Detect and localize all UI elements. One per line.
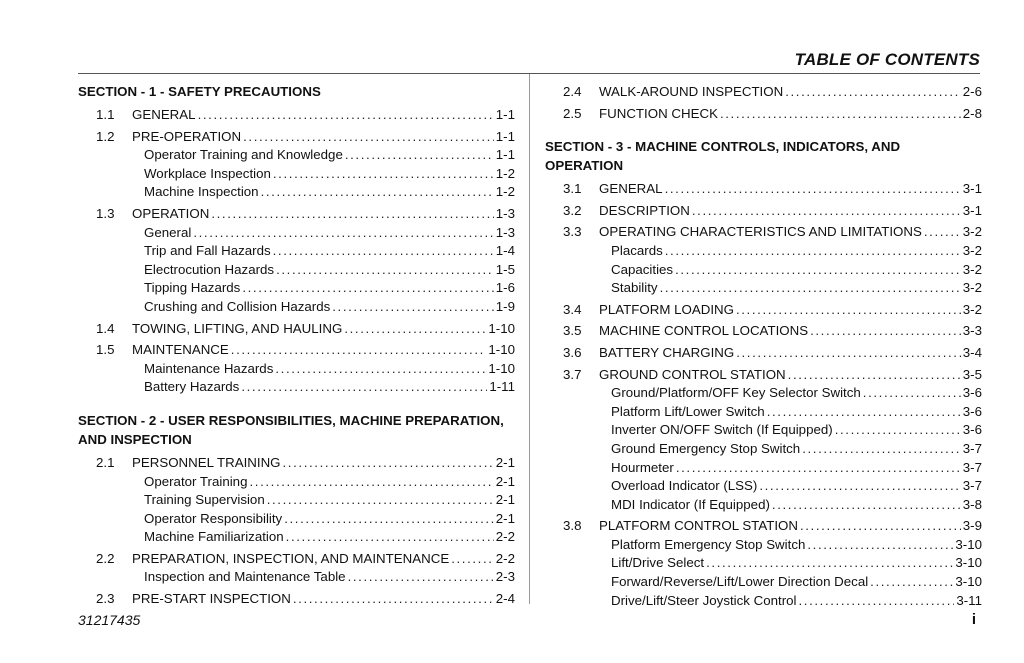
dot-leader — [788, 366, 961, 385]
dot-leader — [785, 83, 961, 102]
dot-leader — [800, 517, 961, 536]
toc-entry-page: 1-6 — [495, 280, 515, 296]
toc-entry-label: Hourmeter — [611, 459, 674, 475]
toc-entry-number: 2.3 — [96, 591, 115, 607]
toc-entry — [545, 301, 982, 320]
toc-entry-page: 3-5 — [962, 366, 982, 382]
toc-subentry — [78, 279, 515, 298]
toc-entry — [78, 341, 515, 360]
toc-entry-label: Drive/Lift/Steer Joystick Control — [611, 592, 797, 608]
dot-leader — [810, 322, 961, 341]
dot-leader — [243, 128, 494, 147]
toc-entry-label: PLATFORM LOADING — [599, 301, 734, 317]
dot-leader — [283, 454, 494, 473]
toc-entry-number: 3.8 — [563, 518, 582, 534]
dot-leader — [720, 105, 961, 124]
toc-entry-page: 3-2 — [962, 224, 982, 240]
toc-entry-label: MAINTENANCE — [132, 342, 229, 358]
toc-entry-number: 3.3 — [563, 224, 582, 240]
toc-entry — [545, 83, 982, 102]
dot-leader — [198, 106, 494, 125]
toc-subentry — [78, 298, 515, 317]
dot-leader — [211, 205, 493, 224]
toc-entry-number: 3.7 — [563, 366, 582, 382]
toc-subentry — [545, 554, 982, 573]
toc-subentry — [545, 279, 982, 298]
toc-entry-label: Stability — [611, 280, 658, 296]
toc-subentry — [78, 510, 515, 529]
toc-entry-label: Battery Hazards — [144, 379, 240, 395]
toc-entry-label: MDI Indicator (If Equipped) — [611, 496, 770, 512]
toc-entry-page: 1-10 — [488, 342, 515, 358]
toc-entry-label: Operator Responsibility — [144, 510, 283, 526]
toc-entry-label: WALK-AROUND INSPECTION — [599, 84, 784, 99]
toc-entry-page: 3-2 — [962, 280, 982, 296]
dot-leader — [665, 180, 961, 199]
toc-entry-label: BATTERY CHARGING — [599, 344, 735, 360]
toc-entry-page: 3-10 — [955, 536, 982, 552]
dot-leader — [273, 165, 494, 184]
dot-leader — [293, 590, 494, 609]
toc-subentry — [545, 459, 982, 478]
toc-entry-page: 3-1 — [962, 181, 982, 197]
dot-leader — [706, 554, 953, 573]
toc-subentry — [545, 592, 982, 611]
toc-entry-label: General — [144, 224, 192, 240]
toc-entry-page: 3-8 — [962, 496, 982, 512]
toc-entry-number: 2.2 — [96, 550, 115, 566]
toc-entry-page: 3-10 — [955, 555, 982, 571]
toc-entry-number: 2.4 — [563, 84, 582, 99]
toc-entry-label: MACHINE CONTROL LOCATIONS — [599, 323, 809, 339]
toc-entry-number: 3.1 — [563, 181, 582, 197]
toc-entry-label: Operator Training — [144, 473, 248, 489]
toc-entry-page: 1-3 — [495, 224, 515, 240]
toc-subentry — [78, 378, 515, 397]
section-2-heading-line2: AND INSPECTION — [78, 431, 192, 447]
toc-entry-number: 3.6 — [563, 344, 582, 360]
toc-entry-page: 1-11 — [489, 379, 515, 395]
toc-entry-page: 3-4 — [962, 344, 982, 360]
toc-entry — [545, 202, 982, 221]
dot-leader — [759, 477, 960, 496]
dot-leader — [267, 491, 494, 510]
toc-entry-label: Machine Inspection — [144, 184, 259, 200]
dot-leader — [345, 146, 494, 165]
dot-leader — [660, 279, 961, 298]
toc-entry-page: 3-2 — [962, 261, 982, 277]
toc-entry-page: 1-2 — [495, 184, 515, 200]
toc-entry-label: Crushing and Collision Hazards — [144, 298, 331, 314]
dot-leader — [835, 421, 961, 440]
toc-entry-number: 3.2 — [563, 202, 582, 218]
section-3-heading-line2: OPERATION — [545, 158, 624, 174]
toc-entry — [78, 320, 515, 339]
dot-leader — [276, 261, 494, 280]
column-divider — [529, 74, 530, 604]
toc-entry — [78, 106, 515, 125]
toc-entry-page: 1-9 — [495, 298, 515, 314]
toc-subentry — [78, 183, 515, 202]
toc-entry-number: 2.5 — [563, 105, 582, 121]
toc-subentry — [545, 403, 982, 422]
toc-entry-page: 1-3 — [495, 205, 515, 221]
toc-entry-page: 1-4 — [495, 243, 515, 259]
dot-leader — [275, 360, 486, 379]
toc-entry-page: 3-7 — [962, 459, 982, 475]
toc-subentry — [78, 473, 515, 492]
toc-subentry — [545, 477, 982, 496]
toc-entry-label: Tipping Hazards — [144, 280, 241, 296]
toc-entry-page: 1-10 — [488, 360, 515, 376]
toc-subentry — [545, 261, 982, 280]
dot-leader — [273, 242, 494, 261]
dot-leader — [193, 224, 493, 243]
page-number: i — [971, 611, 976, 628]
dot-leader — [798, 592, 954, 611]
toc-entry-label: Platform Emergency Stop Switch — [611, 536, 806, 552]
toc-entry — [78, 205, 515, 224]
toc-subentry — [78, 146, 515, 165]
toc-entry-page: 2-1 — [495, 473, 515, 489]
toc-entry-label: Inspection and Maintenance Table — [144, 569, 346, 585]
toc-entry-label: Ground/Platform/OFF Key Selector Switch — [611, 385, 861, 401]
toc-subentry — [78, 261, 515, 280]
toc-entry — [545, 366, 982, 385]
toc-entry — [545, 344, 982, 363]
toc-entry-label: PREPARATION, INSPECTION, AND MAINTENANCE — [132, 550, 450, 566]
dot-leader — [451, 550, 494, 569]
dot-leader — [736, 344, 961, 363]
toc-entry-label: Placards — [611, 242, 663, 258]
toc-subentry — [78, 568, 515, 587]
dot-leader — [675, 261, 961, 280]
toc-entry-label: Lift/Drive Select — [611, 555, 705, 571]
toc-entry-page: 2-3 — [495, 569, 515, 585]
toc-entry-page: 1-2 — [495, 165, 515, 181]
dot-leader — [863, 384, 961, 403]
toc-entry — [78, 128, 515, 147]
toc-entry-page: 2-8 — [962, 105, 982, 121]
toc-entry-label: GENERAL — [132, 107, 196, 122]
dot-leader — [241, 378, 487, 397]
section-3-heading — [545, 137, 982, 175]
dot-leader — [231, 341, 487, 360]
toc-entry-label: OPERATING CHARACTERISTICS AND LIMITATIONS — [599, 224, 922, 240]
toc-entry — [545, 322, 982, 341]
dot-leader — [242, 279, 493, 298]
toc-entry-page: 2-4 — [495, 591, 515, 607]
dot-leader — [249, 473, 493, 492]
toc-entry-label: Maintenance Hazards — [144, 360, 274, 376]
dot-leader — [348, 568, 494, 587]
toc-entry-label: Training Supervision — [144, 492, 265, 508]
toc-entry-page: 1-10 — [488, 320, 515, 336]
toc-subentry — [545, 242, 982, 261]
toc-subentry — [78, 360, 515, 379]
dot-leader — [924, 223, 961, 242]
toc-subentry — [545, 573, 982, 592]
toc-entry — [78, 550, 515, 569]
toc-entry-label: Capacities — [611, 261, 674, 277]
toc-entry-number: 1.4 — [96, 320, 115, 336]
toc-entry — [545, 105, 982, 124]
toc-entry-page: 2-1 — [495, 454, 515, 470]
toc-entry-page: 3-6 — [962, 403, 982, 419]
toc-entry — [545, 223, 982, 242]
dot-leader — [802, 440, 961, 459]
toc-entry-page: 3-7 — [962, 440, 982, 456]
toc-subentry — [78, 224, 515, 243]
dot-leader — [665, 242, 961, 261]
toc-subentry — [78, 491, 515, 510]
toc-entry — [78, 590, 515, 609]
toc-entry — [545, 517, 982, 536]
section-2-entries — [78, 454, 515, 609]
toc-entry-label: Machine Familiarization — [144, 529, 284, 545]
dot-leader — [870, 573, 953, 592]
section-1-entries — [78, 106, 515, 397]
toc-entry-label: OPERATION — [132, 205, 210, 221]
toc-subentry — [78, 242, 515, 261]
dot-leader — [807, 536, 953, 555]
toc-subentry — [545, 384, 982, 403]
toc-entry-page: 3-2 — [962, 242, 982, 258]
toc-entry-label: PLATFORM CONTROL STATION — [599, 518, 798, 534]
toc-subentry — [545, 421, 982, 440]
toc-entry-page: 2-6 — [962, 84, 982, 99]
toc-entry-label: FUNCTION CHECK — [599, 105, 718, 121]
toc-entry-label: Workplace Inspection — [144, 165, 271, 181]
dot-leader — [344, 320, 486, 339]
toc-entry-label: Inverter ON/OFF Switch (If Equipped) — [611, 422, 833, 438]
toc-entry-page: 3-1 — [962, 202, 982, 218]
toc-subentry — [545, 440, 982, 459]
toc-subentry — [545, 496, 982, 515]
document-number: 31217435 — [78, 612, 141, 628]
toc-entry-label: Trip and Fall Hazards — [144, 243, 271, 259]
left-column — [78, 80, 515, 609]
dot-leader — [284, 510, 494, 529]
toc-entry-label: PERSONNEL TRAINING — [132, 454, 281, 470]
section-3-entries — [545, 180, 982, 610]
toc-entry-page: 1-1 — [495, 147, 515, 163]
toc-entry-label: GENERAL — [599, 181, 663, 197]
toc-subentry — [78, 165, 515, 184]
section-2-heading — [78, 411, 515, 449]
dot-leader — [767, 403, 961, 422]
toc-entry-page: 2-2 — [495, 529, 515, 545]
toc-entry-page: 3-3 — [962, 323, 982, 339]
toc-entry-label: PRE-START INSPECTION — [132, 591, 291, 607]
toc-subentry — [78, 528, 515, 547]
dot-leader — [736, 301, 961, 320]
dot-leader — [332, 298, 494, 317]
toc-entry-number: 1.5 — [96, 342, 115, 358]
dot-leader — [261, 183, 494, 202]
toc-entry-page: 2-1 — [495, 492, 515, 508]
section-2-heading-line1: SECTION - 2 - USER RESPONSIBILITIES, MACHINE PREPARATION, — [78, 412, 504, 428]
dot-leader — [692, 202, 961, 221]
toc-entry-page: 1-5 — [495, 261, 515, 277]
toc-entry-label: PRE-OPERATION — [132, 128, 242, 144]
toc-entry-label: Forward/Reverse/Lift/Lower Direction Decal — [611, 574, 869, 590]
toc-entry-label: TOWING, LIFTING, AND HAULING — [132, 320, 343, 336]
toc-title: TABLE OF CONTENTS — [794, 50, 980, 69]
toc-entry-label: Platform Lift/Lower Switch — [611, 403, 765, 419]
dot-leader — [286, 528, 494, 547]
toc-entry-number: 1.3 — [96, 205, 115, 221]
toc-entry-number: 3.5 — [563, 323, 582, 339]
dot-leader — [676, 459, 961, 478]
toc-entry-label: Overload Indicator (LSS) — [611, 478, 758, 494]
toc-entry-page: 1-1 — [495, 128, 515, 144]
toc-entry-number: 1.1 — [96, 107, 115, 122]
dot-leader — [772, 496, 961, 515]
section-3-heading-line1: SECTION - 3 - MACHINE CONTROLS, INDICATORS, AND — [545, 139, 901, 155]
toc-entry — [545, 180, 982, 199]
toc-entry-page: 2-1 — [495, 510, 515, 526]
toc-entry-page: 1-1 — [495, 107, 515, 122]
toc-entry-number: 2.1 — [96, 454, 115, 470]
toc-entry-page: 3-10 — [955, 574, 982, 590]
toc-entry-page: 3-6 — [962, 422, 982, 438]
toc-entry-page: 3-9 — [962, 518, 982, 534]
toc-subentry — [545, 536, 982, 555]
toc-entry-page: 3-2 — [962, 301, 982, 317]
right-column — [545, 80, 982, 610]
toc-entry-number: 3.4 — [563, 301, 582, 317]
toc-entry-number: 1.2 — [96, 128, 115, 144]
toc-entry — [78, 454, 515, 473]
toc-entry-page: 2-2 — [495, 550, 515, 566]
toc-entry-page: 3-11 — [956, 592, 982, 608]
toc-entry-label: DESCRIPTION — [599, 202, 690, 218]
toc-entry-label: Operator Training and Knowledge — [144, 147, 343, 163]
toc-entry-label: Ground Emergency Stop Switch — [611, 440, 801, 456]
toc-entry-page: 3-6 — [962, 385, 982, 401]
section-2-continued-entries — [545, 83, 982, 123]
toc-entry-page: 3-7 — [962, 478, 982, 494]
toc-entry-label: Electrocution Hazards — [144, 261, 275, 277]
section-1-heading: SECTION - 1 - SAFETY PRECAUTIONS — [78, 84, 321, 99]
toc-entry-label: GROUND CONTROL STATION — [599, 366, 786, 382]
